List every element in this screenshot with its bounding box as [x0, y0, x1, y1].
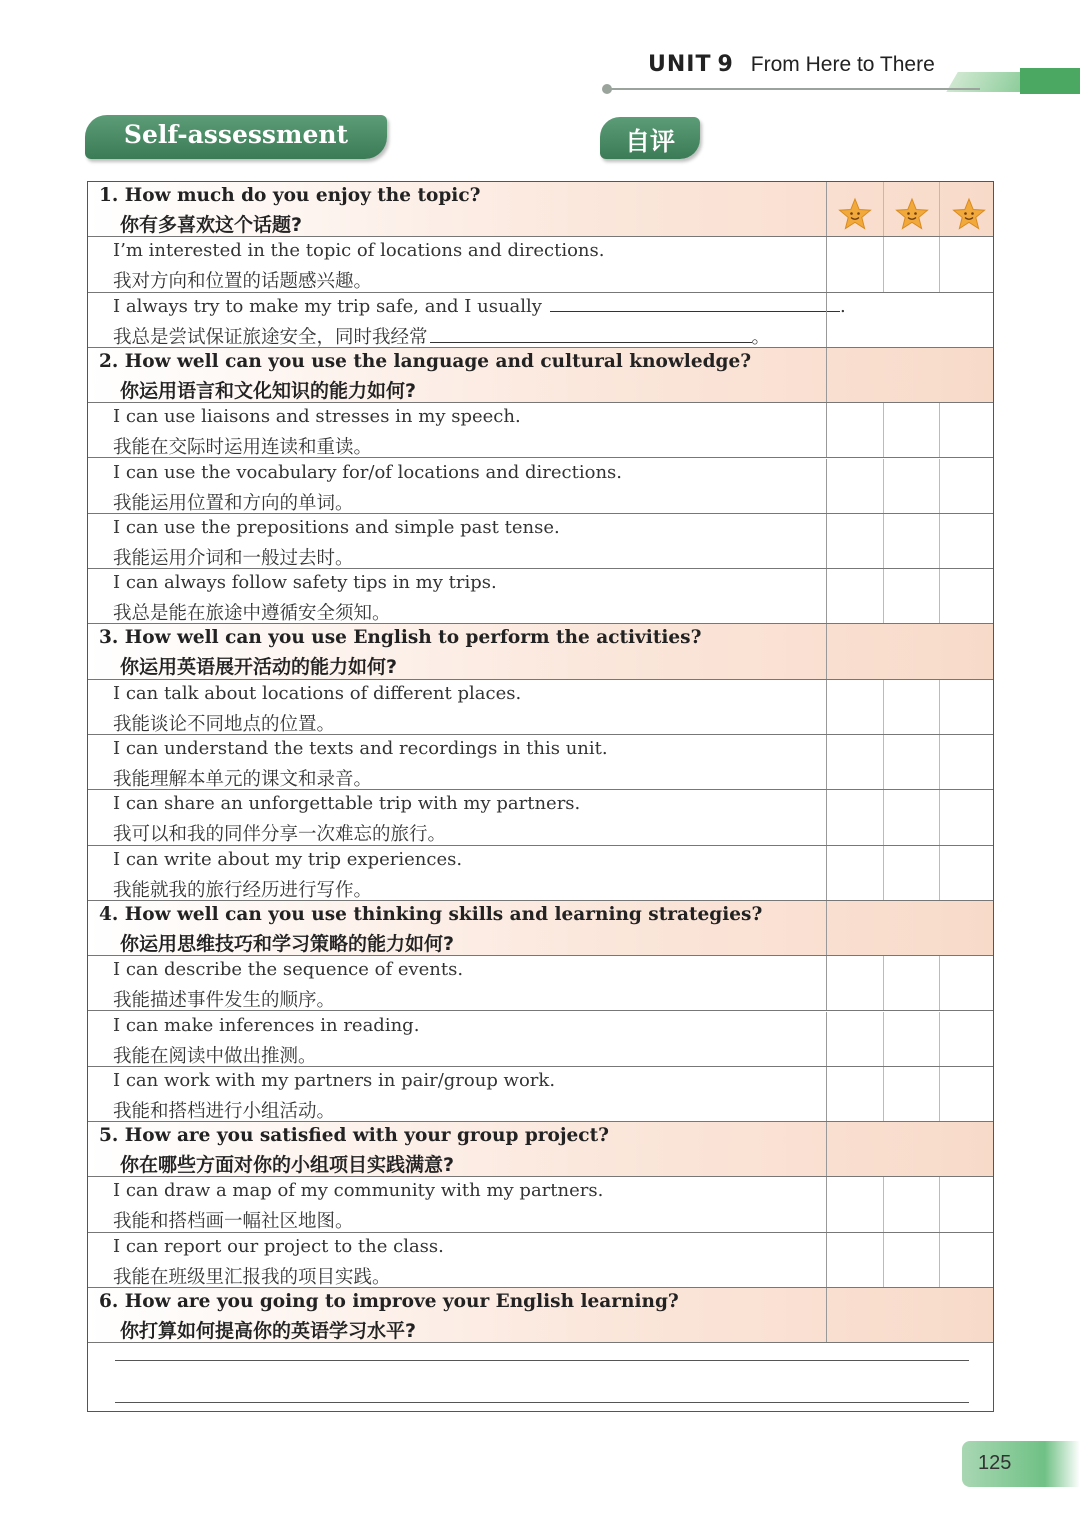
rating-cell[interactable]: [883, 403, 939, 457]
statement-chinese-text: 我总是尝试保证旅途安全，同时我经常: [113, 326, 428, 348]
rating-cell[interactable]: [883, 237, 939, 291]
rating-cell[interactable]: [883, 569, 939, 623]
rating-cell[interactable]: [939, 403, 995, 457]
row-text: [88, 624, 826, 678]
rating-cells: [826, 514, 994, 568]
statement-english: I can always follow safety tips in my trips.: [113, 572, 497, 594]
rating-cells: [826, 1012, 994, 1066]
statement-row: [88, 735, 993, 790]
rating-cell[interactable]: [939, 1177, 995, 1231]
statement-row: [88, 569, 993, 624]
row-text: [88, 1233, 826, 1287]
self-assessment-title: Self-assessment: [123, 120, 349, 149]
rating-cell[interactable]: [827, 403, 883, 457]
rating-cells: [826, 1233, 994, 1287]
answer-line[interactable]: [115, 1402, 969, 1403]
row-text: [88, 293, 846, 348]
rating-cell[interactable]: [827, 846, 883, 900]
statement-chinese: 我能在班级里汇报我的项目实践。: [113, 1266, 391, 1288]
rating-cell[interactable]: [827, 1067, 883, 1121]
row-text: [88, 403, 826, 457]
statement-row: [88, 403, 993, 458]
statement-english: I can use liaisons and stresses in my speech.: [113, 406, 521, 428]
statement-row: [88, 956, 993, 1011]
answer-area[interactable]: [88, 1334, 993, 1412]
statement-row: [88, 1067, 993, 1122]
rating-cells: [826, 1067, 994, 1121]
rating-cells: [826, 1122, 994, 1176]
rating-cell[interactable]: [939, 237, 995, 291]
question-english: 4. How well can you use thinking skills and learning strategies?: [99, 903, 763, 925]
statement-english: I can report our project to the class.: [113, 1235, 444, 1257]
rating-cell[interactable]: [939, 1233, 995, 1287]
row-text: [88, 514, 826, 568]
rating-cells: [826, 901, 994, 955]
statement-chinese: 我对方向和位置的话题感兴趣。: [113, 271, 373, 293]
statement-row: [88, 1233, 993, 1288]
question-chinese: 你运用语言和文化知识的能力如何?: [120, 379, 417, 402]
row-text: [88, 182, 826, 236]
rating-cells: [826, 182, 994, 236]
row-text: [88, 1288, 826, 1342]
statement-chinese: 我能和搭档进行小组活动。: [113, 1100, 336, 1122]
row-text: [88, 348, 826, 402]
question-row: [88, 1122, 993, 1177]
rating-cell[interactable]: [883, 956, 939, 1010]
statement-row: [88, 514, 993, 569]
rating-cells: [826, 846, 994, 900]
rating-cell[interactable]: [939, 680, 995, 734]
star-icon: [895, 197, 929, 231]
statement-english: I can talk about locations of different places.: [113, 682, 522, 704]
statement-row: [88, 1012, 993, 1067]
header-decoration-2: [1020, 68, 1080, 94]
rating-cell[interactable]: [883, 735, 939, 789]
statement-row: [88, 680, 993, 735]
blank-end-mark: .: [839, 295, 846, 317]
rating-cells: [826, 624, 994, 678]
question-chinese: 你运用英语展开活动的能力如何?: [120, 656, 398, 679]
statement-english: I can share an unforgettable trip with my partners.: [113, 793, 581, 815]
page-number: 125: [978, 1452, 1012, 1474]
rating-cells: [826, 569, 994, 623]
rating-cell[interactable]: [939, 569, 995, 623]
rating-cell[interactable]: [827, 459, 883, 513]
rating-cells: [826, 680, 994, 734]
statement-row: [88, 293, 993, 348]
statement-chinese: 我能谈论不同地点的位置。: [113, 713, 336, 735]
rating-cells: [826, 403, 994, 457]
star-icon: [952, 197, 986, 231]
rating-cell[interactable]: [827, 790, 883, 844]
rating-cell[interactable]: [939, 956, 995, 1010]
row-text: [88, 1012, 826, 1066]
statement-row: [88, 1177, 993, 1232]
rating-cell[interactable]: [883, 1012, 939, 1066]
unit-title: [648, 52, 935, 77]
statement-chinese: 我能理解本单元的课文和录音。: [113, 769, 373, 790]
rating-cell[interactable]: [883, 846, 939, 900]
statement-chinese: 我能就我的旅行经历进行写作。: [113, 879, 373, 901]
question-row: [88, 348, 993, 403]
rating-cell[interactable]: [827, 680, 883, 734]
unit-label: UNIT: [648, 52, 712, 77]
row-text: [88, 1177, 826, 1231]
row-text: [88, 237, 826, 291]
statement-english: I can describe the sequence of events.: [113, 959, 464, 981]
rating-cells: [826, 1288, 994, 1342]
statement-english-text: I always try to make my trip safe, and I usually: [113, 295, 542, 317]
rating-cell[interactable]: [939, 1067, 995, 1121]
rating-cell[interactable]: [827, 1012, 883, 1066]
rating-cell[interactable]: [827, 514, 883, 568]
question-chinese: 你在哪些方面对你的小组项目实践满意?: [120, 1154, 455, 1177]
statement-english: I can work with my partners in pair/group work.: [113, 1069, 556, 1091]
rating-cell[interactable]: [939, 790, 995, 844]
rating-cell[interactable]: [827, 956, 883, 1010]
statement-row: [88, 237, 993, 292]
rating-cells: [826, 790, 994, 844]
rating-cell[interactable]: [939, 1012, 995, 1066]
unit-number: 9: [717, 52, 733, 77]
statement-english: I’m interested in the topic of locations and directions.: [113, 240, 605, 262]
row-text: [88, 901, 826, 955]
rating-cells: [826, 956, 994, 1010]
rating-cell[interactable]: [883, 1233, 939, 1287]
statement-row: [88, 459, 993, 514]
cell-divider: [883, 182, 884, 236]
statement-chinese: 我能在交际时运用连读和重读。: [113, 437, 373, 459]
rating-cell[interactable]: [939, 735, 995, 789]
chinese-title-banner: [600, 117, 700, 159]
cell-divider: [939, 182, 940, 236]
statement-chinese: 我能和搭档画一幅社区地图。: [113, 1211, 354, 1233]
header-rule-dot: [602, 84, 612, 94]
statement-chinese: [113, 323, 770, 349]
question-row: [88, 624, 993, 679]
row-text: [88, 1122, 826, 1176]
question-chinese: 你运用思维技巧和学习策略的能力如何?: [120, 932, 455, 955]
row-text: [88, 1067, 826, 1121]
row-text: [88, 846, 826, 900]
question-row: [88, 182, 993, 237]
rating-cell[interactable]: [883, 1177, 939, 1231]
rating-cell[interactable]: [883, 1067, 939, 1121]
rating-cells: [826, 237, 994, 291]
fill-in-blank[interactable]: [550, 297, 840, 312]
rating-cell[interactable]: [827, 1233, 883, 1287]
fill-in-blank[interactable]: [430, 328, 752, 343]
rating-cells: [826, 293, 994, 347]
rating-cell[interactable]: [827, 735, 883, 789]
statement-english: [113, 296, 846, 317]
unit-name: From Here to There: [750, 53, 935, 76]
statement-chinese: 我能运用位置和方向的单词。: [113, 492, 354, 514]
rating-cells: [826, 348, 994, 402]
row-text: [88, 680, 826, 734]
assessment-table: [87, 181, 994, 1412]
statement-english: I can write about my trip experiences.: [113, 848, 463, 870]
row-text: [88, 790, 826, 844]
question-chinese: 你打算如何提高你的英语学习水平?: [120, 1320, 417, 1342]
statement-english: I can use the vocabulary for/of locations and directions.: [113, 461, 623, 483]
row-text: [88, 956, 826, 1010]
chinese-title: 自评: [624, 127, 675, 156]
rating-cell[interactable]: [827, 569, 883, 623]
rating-cell[interactable]: [883, 680, 939, 734]
star-icon: [838, 197, 872, 231]
row-text: [88, 569, 826, 623]
rating-cell[interactable]: [939, 846, 995, 900]
unit-header: [600, 50, 1080, 110]
question-chinese: 你有多喜欢这个话题?: [120, 214, 303, 236]
question-english: 1. How much do you enjoy the topic?: [99, 185, 481, 206]
rating-cell[interactable]: [939, 514, 995, 568]
statement-chinese: 我能描述事件发生的顺序。: [113, 990, 336, 1012]
question-row: [88, 1288, 993, 1343]
answer-line[interactable]: [115, 1360, 969, 1361]
question-english: 2. How well can you use the language and cultural knowledge?: [99, 350, 752, 372]
rating-cells: [826, 735, 994, 789]
question-row: [88, 901, 993, 956]
rating-cell[interactable]: [883, 514, 939, 568]
question-english: 3. How well can you use English to perform the activities?: [99, 627, 702, 649]
statement-row: [88, 790, 993, 845]
question-english: 6. How are you going to improve your English learning?: [99, 1291, 679, 1312]
question-english: 5. How are you satisfied with your group project?: [99, 1125, 609, 1147]
statement-english: I can draw a map of my community with my partners.: [113, 1180, 604, 1202]
statement-english: I can understand the texts and recordings in this unit.: [113, 738, 608, 759]
self-assessment-banner: [85, 115, 387, 159]
statement-english: I can make inferences in reading.: [113, 1014, 420, 1036]
statement-english: I can use the prepositions and simple past tense.: [113, 516, 560, 538]
rating-cell[interactable]: [939, 459, 995, 513]
rating-cell[interactable]: [827, 237, 883, 291]
rating-cells: [826, 459, 994, 513]
row-text: [88, 459, 826, 513]
statement-chinese: 我总是能在旅途中遵循安全须知。: [113, 603, 391, 625]
rating-cell[interactable]: [827, 1177, 883, 1231]
statement-chinese: 我能在阅读中做出推测。: [113, 1045, 317, 1067]
rating-cell[interactable]: [883, 790, 939, 844]
header-rule: [608, 88, 980, 90]
rating-cells: [826, 1177, 994, 1231]
statement-chinese: 我能运用介词和一般过去时。: [113, 547, 354, 569]
blank-end-mark: 。: [751, 326, 771, 348]
rating-cell[interactable]: [883, 459, 939, 513]
statement-row: [88, 846, 993, 901]
statement-chinese: 我可以和我的同伴分享一次难忘的旅行。: [113, 824, 447, 846]
row-text: [88, 735, 826, 789]
